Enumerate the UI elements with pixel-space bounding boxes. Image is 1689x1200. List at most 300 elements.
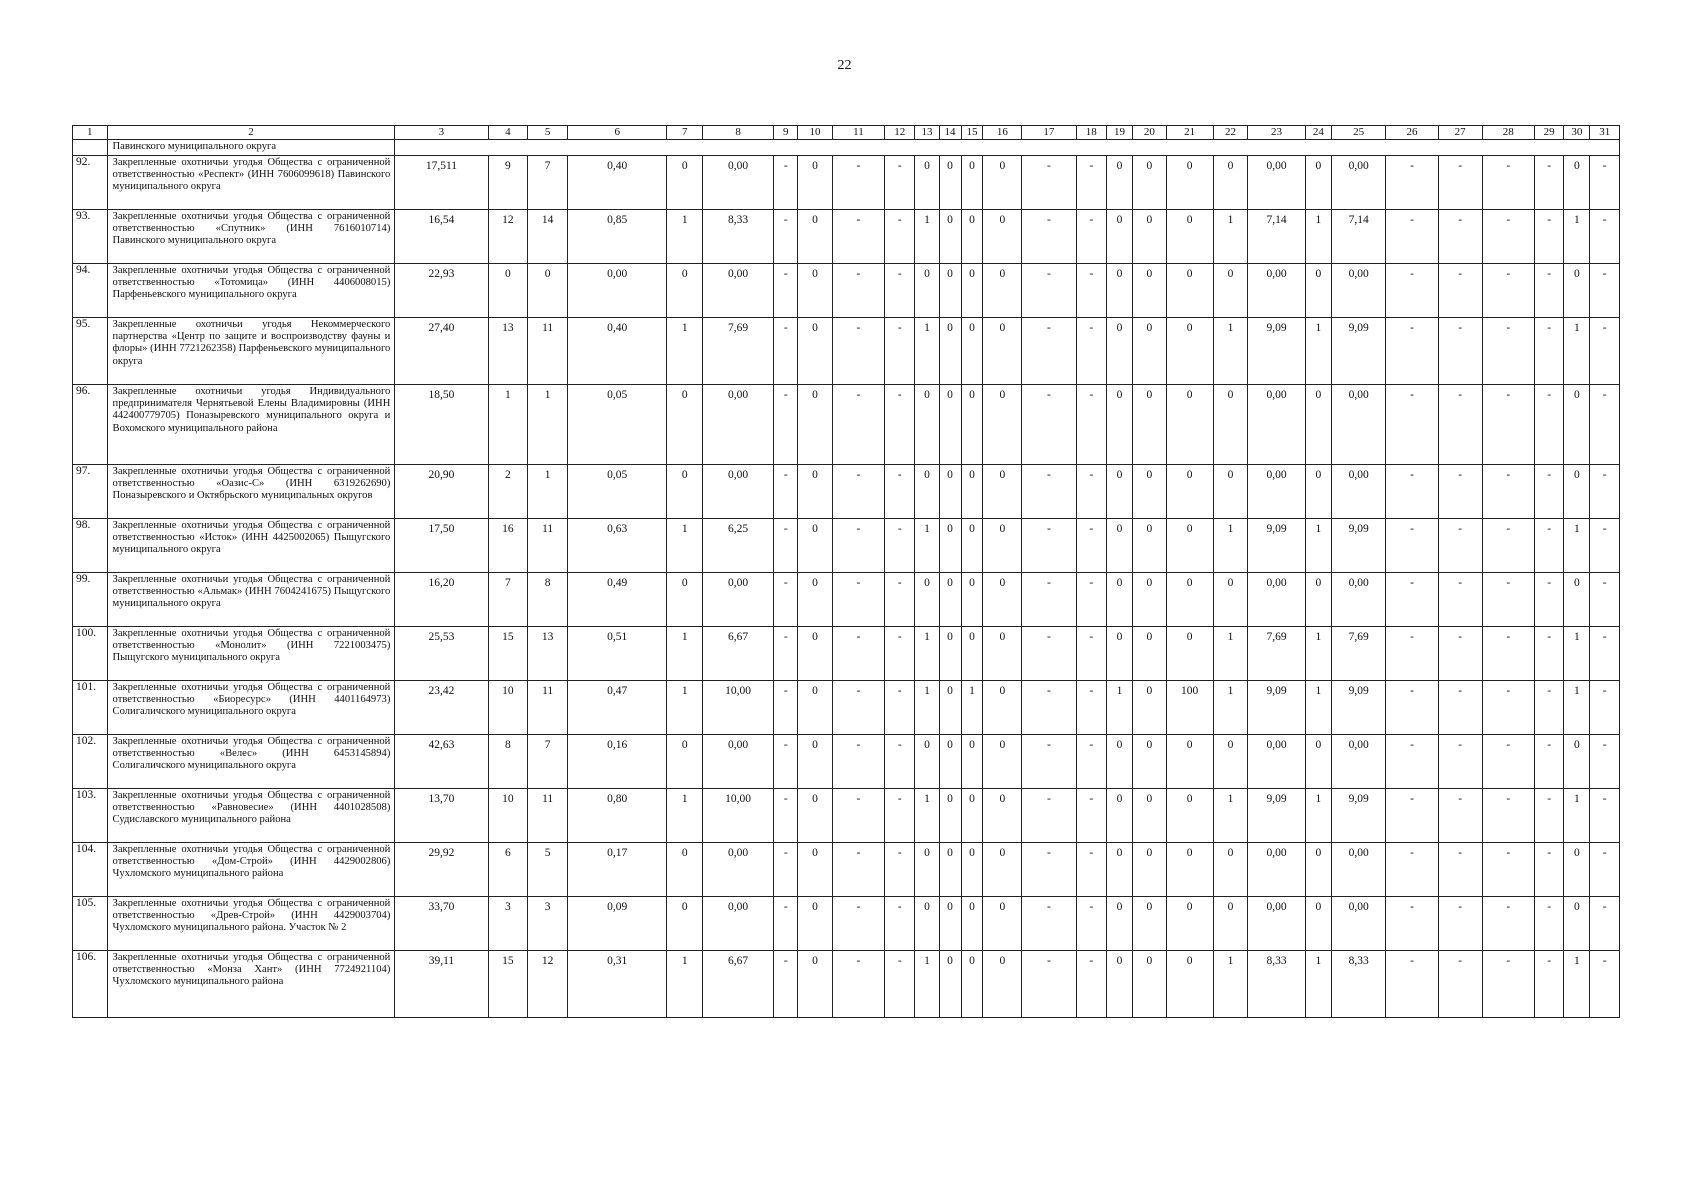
value-cell-col-29: -	[1534, 519, 1563, 573]
value-cell-col-8: 0,00	[703, 735, 774, 789]
column-header-15: 15	[961, 126, 983, 140]
value-cell-col-29: -	[1534, 843, 1563, 897]
value-cell-col-29: -	[1534, 465, 1563, 519]
value-cell-col-25: 9,09	[1331, 519, 1385, 573]
value-cell-col-16: 0	[983, 789, 1022, 843]
table-row	[73, 627, 1620, 681]
value-cell-col-4: 15	[488, 627, 528, 681]
value-cell-col-20: 0	[1133, 264, 1166, 318]
value-cell-col-25: 0,00	[1331, 573, 1385, 627]
value-cell-col-10: 0	[798, 519, 833, 573]
value-cell-col-5: 14	[528, 210, 568, 264]
value-cell-col-9: -	[774, 897, 798, 951]
value-cell-col-15: 0	[961, 573, 983, 627]
value-cell-col-14: 0	[939, 789, 961, 843]
value-cell-col-16: 0	[983, 210, 1022, 264]
value-cell-col-18: -	[1076, 843, 1106, 897]
value-cell-col-17: -	[1022, 519, 1076, 573]
value-cell-col-5: 7	[528, 735, 568, 789]
column-header-9: 9	[774, 126, 798, 140]
value-cell-col-15: 0	[961, 789, 983, 843]
value-cell-col-5: 3	[528, 897, 568, 951]
value-cell-col-27: -	[1438, 789, 1482, 843]
value-cell-col-8: 0,00	[703, 385, 774, 465]
value-cell-col-7: 0	[667, 735, 703, 789]
value-cell-col-10: 0	[798, 681, 833, 735]
column-header-2: 2	[107, 126, 395, 140]
value-cell-col-29: -	[1534, 156, 1563, 210]
value-cell-col-25: 8,33	[1331, 951, 1385, 1018]
value-cell-col-16: 0	[983, 264, 1022, 318]
value-cell-col-7: 0	[667, 843, 703, 897]
value-cell-col-29: -	[1534, 318, 1563, 385]
value-cell-col-16: 0	[983, 627, 1022, 681]
value-cell-col-14: 0	[939, 318, 961, 385]
value-cell-col-26: -	[1386, 573, 1438, 627]
value-cell-col-31: -	[1590, 897, 1620, 951]
value-cell-col-28: -	[1482, 210, 1534, 264]
value-cell-col-9: -	[774, 210, 798, 264]
value-cell-col-5: 7	[528, 156, 568, 210]
value-cell-col-19: 0	[1106, 843, 1132, 897]
value-cell-col-14: 0	[939, 735, 961, 789]
value-cell-col-27: -	[1438, 210, 1482, 264]
value-cell-col-17: -	[1022, 465, 1076, 519]
value-cell-col-5: 11	[528, 318, 568, 385]
value-cell-col-5: 11	[528, 519, 568, 573]
value-cell-col-3: 42,63	[395, 735, 488, 789]
value-cell-col-13: 0	[915, 156, 939, 210]
value-cell-col-10: 0	[798, 264, 833, 318]
value-cell-col-27: -	[1438, 843, 1482, 897]
value-cell-col-22: 0	[1213, 735, 1248, 789]
value-cell-col-15: 0	[961, 318, 983, 385]
value-cell-col-4: 10	[488, 789, 528, 843]
value-cell-col-7: 1	[667, 789, 703, 843]
value-cell-col-10: 0	[798, 735, 833, 789]
value-cell-col-27: -	[1438, 264, 1482, 318]
value-cell-col-4: 8	[488, 735, 528, 789]
value-cell-col-28: -	[1482, 735, 1534, 789]
value-cell-col-23: 0,00	[1248, 156, 1306, 210]
value-cell-col-28: -	[1482, 318, 1534, 385]
table-row	[73, 681, 1620, 735]
value-cell-col-16: 0	[983, 951, 1022, 1018]
value-cell-col-22: 0	[1213, 156, 1248, 210]
value-cell-col-15: 0	[961, 465, 983, 519]
value-cell-col-24: 1	[1305, 789, 1331, 843]
value-cell-col-9: -	[774, 573, 798, 627]
table-row	[73, 318, 1620, 385]
value-cell-col-13: 0	[915, 735, 939, 789]
value-cell-col-17: -	[1022, 573, 1076, 627]
value-cell-col-22: 1	[1213, 681, 1248, 735]
hunting-ground-name: Закрепленные охотничьи угодья Общества с ограниченной ответственностью «Тотомица» (ИНН 4406008015) Парфеньевского муниципального округа	[107, 264, 395, 318]
value-cell-col-14: 0	[939, 627, 961, 681]
value-cell-col-8: 6,25	[703, 519, 774, 573]
value-cell-col-22: 1	[1213, 519, 1248, 573]
value-cell-col-3: 25,53	[395, 627, 488, 681]
value-cell-col-25: 0,00	[1331, 385, 1385, 465]
value-cell-col-7: 1	[667, 951, 703, 1018]
column-header-20: 20	[1133, 126, 1166, 140]
column-header-28: 28	[1482, 126, 1534, 140]
report-table	[72, 125, 1620, 1018]
value-cell-col-18: -	[1076, 789, 1106, 843]
value-cell-col-21: 0	[1166, 735, 1213, 789]
value-cell-col-3: 16,54	[395, 210, 488, 264]
value-cell-col-18: -	[1076, 627, 1106, 681]
value-cell-col-3: 29,92	[395, 843, 488, 897]
value-cell-col-15: 0	[961, 264, 983, 318]
value-cell-col-24: 0	[1305, 735, 1331, 789]
value-cell-col-28: -	[1482, 156, 1534, 210]
value-cell-col-22: 1	[1213, 318, 1248, 385]
value-cell-col-14: 0	[939, 681, 961, 735]
value-cell-col-27: -	[1438, 318, 1482, 385]
value-cell-col-25: 9,09	[1331, 789, 1385, 843]
value-cell-col-14: 0	[939, 385, 961, 465]
value-cell-col-15: 0	[961, 156, 983, 210]
value-cell-col-6: 0,49	[568, 573, 667, 627]
value-cell-col-6: 0,40	[568, 318, 667, 385]
value-cell-col-16: 0	[983, 843, 1022, 897]
value-cell-col-26: -	[1386, 210, 1438, 264]
value-cell-col-8: 0,00	[703, 465, 774, 519]
value-cell-col-19: 0	[1106, 951, 1132, 1018]
value-cell-col-20: 0	[1133, 735, 1166, 789]
value-cell-col-13: 0	[915, 573, 939, 627]
column-header-6: 6	[568, 126, 667, 140]
value-cell-col-18: -	[1076, 681, 1106, 735]
value-cell-col-18: -	[1076, 210, 1106, 264]
value-cell-col-29: -	[1534, 789, 1563, 843]
value-cell-col-9: -	[774, 789, 798, 843]
value-cell-col-30: 1	[1564, 951, 1590, 1018]
value-cell-col-10: 0	[798, 465, 833, 519]
value-cell-col-27: -	[1438, 519, 1482, 573]
value-cell-col-6: 0,05	[568, 385, 667, 465]
continuation-label: Павинского муниципального округа	[107, 140, 395, 156]
value-cell-col-12: -	[885, 465, 915, 519]
value-cell-col-29: -	[1534, 385, 1563, 465]
value-cell-col-3: 23,42	[395, 681, 488, 735]
value-cell-col-30: 1	[1564, 789, 1590, 843]
value-cell-col-24: 0	[1305, 573, 1331, 627]
value-cell-col-4: 16	[488, 519, 528, 573]
value-cell-col-12: -	[885, 897, 915, 951]
value-cell-col-6: 0,17	[568, 843, 667, 897]
value-cell-col-7: 0	[667, 264, 703, 318]
value-cell-col-6: 0,80	[568, 789, 667, 843]
value-cell-col-16: 0	[983, 318, 1022, 385]
value-cell-col-28: -	[1482, 789, 1534, 843]
value-cell-col-14: 0	[939, 156, 961, 210]
column-number-row	[73, 126, 1620, 140]
value-cell-col-4: 3	[488, 897, 528, 951]
value-cell-col-26: -	[1386, 156, 1438, 210]
value-cell-col-14: 0	[939, 951, 961, 1018]
value-cell-col-6: 0,05	[568, 465, 667, 519]
value-cell-col-17: -	[1022, 789, 1076, 843]
value-cell-col-16: 0	[983, 465, 1022, 519]
value-cell-col-30: 1	[1564, 210, 1590, 264]
column-header-13: 13	[915, 126, 939, 140]
value-cell-col-13: 1	[915, 951, 939, 1018]
value-cell-col-6: 0,63	[568, 519, 667, 573]
value-cell-col-6: 0,00	[568, 264, 667, 318]
value-cell-col-5: 11	[528, 789, 568, 843]
value-cell-col-18: -	[1076, 385, 1106, 465]
hunting-ground-name: Закрепленные охотничьи угодья Общества с ограниченной ответственностью «Исток» (ИНН 4425002065) Пыщугского муниципального округа	[107, 519, 395, 573]
value-cell-col-24: 1	[1305, 627, 1331, 681]
value-cell-col-26: -	[1386, 897, 1438, 951]
value-cell-col-9: -	[774, 318, 798, 385]
row-number: 103.	[73, 789, 108, 843]
value-cell-col-30: 0	[1564, 385, 1590, 465]
value-cell-col-26: -	[1386, 789, 1438, 843]
value-cell-col-13: 1	[915, 627, 939, 681]
value-cell-col-19: 0	[1106, 210, 1132, 264]
value-cell-col-15: 0	[961, 951, 983, 1018]
value-cell-col-9: -	[774, 519, 798, 573]
value-cell-col-9: -	[774, 156, 798, 210]
value-cell-col-26: -	[1386, 735, 1438, 789]
table-row	[73, 264, 1620, 318]
value-cell-col-21: 0	[1166, 897, 1213, 951]
value-cell-col-30: 0	[1564, 465, 1590, 519]
column-header-14: 14	[939, 126, 961, 140]
hunting-ground-name: Закрепленные охотничьи угодья Общества с ограниченной ответственностью «Биоресурс» (ИНН 4401164973) Солигаличского муниципального округа	[107, 681, 395, 735]
value-cell-col-31: -	[1590, 385, 1620, 465]
column-header-27: 27	[1438, 126, 1482, 140]
value-cell-col-17: -	[1022, 318, 1076, 385]
value-cell-col-20: 0	[1133, 210, 1166, 264]
value-cell-col-16: 0	[983, 681, 1022, 735]
value-cell-col-8: 6,67	[703, 951, 774, 1018]
value-cell-col-21: 100	[1166, 681, 1213, 735]
value-cell-col-28: -	[1482, 897, 1534, 951]
value-cell-col-10: 0	[798, 573, 833, 627]
value-cell-col-17: -	[1022, 264, 1076, 318]
value-cell-col-7: 0	[667, 465, 703, 519]
value-cell-col-10: 0	[798, 627, 833, 681]
value-cell-col-6: 0,40	[568, 156, 667, 210]
value-cell-col-20: 0	[1133, 573, 1166, 627]
value-cell-col-17: -	[1022, 735, 1076, 789]
value-cell-col-4: 1	[488, 385, 528, 465]
value-cell-col-25: 0,00	[1331, 264, 1385, 318]
value-cell-col-23: 0,00	[1248, 465, 1306, 519]
value-cell-col-12: -	[885, 318, 915, 385]
value-cell-col-23: 7,69	[1248, 627, 1306, 681]
value-cell-col-28: -	[1482, 519, 1534, 573]
table-row	[73, 843, 1620, 897]
value-cell-col-25: 7,14	[1331, 210, 1385, 264]
value-cell-col-26: -	[1386, 465, 1438, 519]
value-cell-col-22: 0	[1213, 573, 1248, 627]
value-cell-col-9: -	[774, 951, 798, 1018]
value-cell-col-19: 0	[1106, 156, 1132, 210]
value-cell-col-13: 0	[915, 385, 939, 465]
value-cell-col-14: 0	[939, 264, 961, 318]
value-cell-col-11: -	[832, 951, 884, 1018]
value-cell-col-25: 0,00	[1331, 843, 1385, 897]
value-cell-col-21: 0	[1166, 951, 1213, 1018]
value-cell-col-25: 7,69	[1331, 627, 1385, 681]
value-cell-col-24: 0	[1305, 897, 1331, 951]
value-cell-col-13: 1	[915, 681, 939, 735]
value-cell-col-11: -	[832, 519, 884, 573]
value-cell-col-24: 1	[1305, 951, 1331, 1018]
value-cell-col-5: 13	[528, 627, 568, 681]
value-cell-col-15: 0	[961, 843, 983, 897]
value-cell-col-25: 0,00	[1331, 465, 1385, 519]
value-cell-col-3: 27,40	[395, 318, 488, 385]
value-cell-col-8: 6,67	[703, 627, 774, 681]
value-cell-col-24: 0	[1305, 264, 1331, 318]
row-number: 97.	[73, 465, 108, 519]
value-cell-col-27: -	[1438, 385, 1482, 465]
value-cell-col-30: 1	[1564, 627, 1590, 681]
continuation-row	[73, 140, 1620, 156]
value-cell-col-26: -	[1386, 627, 1438, 681]
table-row	[73, 789, 1620, 843]
value-cell-col-9: -	[774, 465, 798, 519]
value-cell-col-5: 11	[528, 681, 568, 735]
value-cell-col-14: 0	[939, 210, 961, 264]
table-row	[73, 519, 1620, 573]
value-cell-col-11: -	[832, 627, 884, 681]
row-number: 95.	[73, 318, 108, 385]
value-cell-col-31: -	[1590, 156, 1620, 210]
report-table-container	[72, 125, 1620, 1018]
value-cell-col-11: -	[832, 681, 884, 735]
value-cell-col-3: 17,511	[395, 156, 488, 210]
value-cell-col-29: -	[1534, 573, 1563, 627]
value-cell-col-27: -	[1438, 465, 1482, 519]
value-cell-col-24: 1	[1305, 318, 1331, 385]
value-cell-col-12: -	[885, 681, 915, 735]
column-header-11: 11	[832, 126, 884, 140]
value-cell-col-11: -	[832, 385, 884, 465]
value-cell-col-3: 33,70	[395, 897, 488, 951]
value-cell-col-28: -	[1482, 573, 1534, 627]
value-cell-col-11: -	[832, 897, 884, 951]
value-cell-col-14: 0	[939, 519, 961, 573]
value-cell-col-20: 0	[1133, 318, 1166, 385]
value-cell-col-19: 0	[1106, 519, 1132, 573]
value-cell-col-28: -	[1482, 681, 1534, 735]
value-cell-col-18: -	[1076, 156, 1106, 210]
value-cell-col-14: 0	[939, 465, 961, 519]
column-header-7: 7	[667, 126, 703, 140]
table-row	[73, 465, 1620, 519]
hunting-ground-name: Закрепленные охотничьи угодья Общества с ограниченной ответственностью «Альмак» (ИНН 7604241675) Пыщугского муниципального округа	[107, 573, 395, 627]
hunting-ground-name: Закрепленные охотничьи угодья Некоммерческого партнерства «Центр по защите и воспроизводству фауны и флоры» (ИНН 7721262358) Парфеньевского муниципального округа	[107, 318, 395, 385]
value-cell-col-6: 0,85	[568, 210, 667, 264]
value-cell-col-8: 10,00	[703, 681, 774, 735]
row-number: 101.	[73, 681, 108, 735]
value-cell-col-12: -	[885, 735, 915, 789]
value-cell-col-23: 0,00	[1248, 843, 1306, 897]
value-cell-col-11: -	[832, 318, 884, 385]
value-cell-col-25: 9,09	[1331, 318, 1385, 385]
value-cell-col-30: 1	[1564, 519, 1590, 573]
value-cell-col-28: -	[1482, 951, 1534, 1018]
row-number: 92.	[73, 156, 108, 210]
value-cell-col-30: 0	[1564, 573, 1590, 627]
value-cell-col-27: -	[1438, 897, 1482, 951]
value-cell-col-5: 5	[528, 843, 568, 897]
value-cell-col-23: 8,33	[1248, 951, 1306, 1018]
value-cell-col-31: -	[1590, 519, 1620, 573]
value-cell-col-6: 0,09	[568, 897, 667, 951]
value-cell-col-13: 1	[915, 318, 939, 385]
value-cell-col-18: -	[1076, 519, 1106, 573]
value-cell-col-22: 0	[1213, 385, 1248, 465]
value-cell-col-9: -	[774, 735, 798, 789]
value-cell-col-21: 0	[1166, 156, 1213, 210]
value-cell-col-8: 8,33	[703, 210, 774, 264]
value-cell-col-6: 0,47	[568, 681, 667, 735]
value-cell-col-17: -	[1022, 627, 1076, 681]
value-cell-col-8: 0,00	[703, 573, 774, 627]
value-cell-col-31: -	[1590, 735, 1620, 789]
value-cell-col-12: -	[885, 519, 915, 573]
value-cell-col-4: 15	[488, 951, 528, 1018]
value-cell-col-16: 0	[983, 385, 1022, 465]
value-cell-col-10: 0	[798, 789, 833, 843]
row-number: 105.	[73, 897, 108, 951]
table-row	[73, 951, 1620, 1018]
value-cell-col-22: 1	[1213, 210, 1248, 264]
value-cell-col-15: 0	[961, 735, 983, 789]
value-cell-col-17: -	[1022, 843, 1076, 897]
value-cell-col-4: 6	[488, 843, 528, 897]
value-cell-col-31: -	[1590, 843, 1620, 897]
page-number: 22	[837, 58, 852, 73]
value-cell-col-4: 2	[488, 465, 528, 519]
value-cell-col-20: 0	[1133, 789, 1166, 843]
value-cell-col-28: -	[1482, 385, 1534, 465]
value-cell-col-7: 0	[667, 897, 703, 951]
value-cell-col-27: -	[1438, 573, 1482, 627]
value-cell-col-7: 1	[667, 519, 703, 573]
value-cell-col-9: -	[774, 681, 798, 735]
value-cell-col-26: -	[1386, 318, 1438, 385]
value-cell-col-19: 0	[1106, 465, 1132, 519]
value-cell-col-9: -	[774, 264, 798, 318]
value-cell-col-21: 0	[1166, 318, 1213, 385]
value-cell-col-20: 0	[1133, 627, 1166, 681]
value-cell-col-12: -	[885, 156, 915, 210]
column-header-5: 5	[528, 126, 568, 140]
value-cell-col-25: 9,09	[1331, 681, 1385, 735]
value-cell-col-14: 0	[939, 897, 961, 951]
value-cell-col-18: -	[1076, 465, 1106, 519]
column-header-21: 21	[1166, 126, 1213, 140]
table-row	[73, 573, 1620, 627]
value-cell-col-23: 9,09	[1248, 681, 1306, 735]
value-cell-col-8: 0,00	[703, 843, 774, 897]
value-cell-col-29: -	[1534, 210, 1563, 264]
value-cell-col-21: 0	[1166, 519, 1213, 573]
value-cell-col-10: 0	[798, 318, 833, 385]
value-cell-col-4: 10	[488, 681, 528, 735]
value-cell-col-11: -	[832, 573, 884, 627]
column-header-10: 10	[798, 126, 833, 140]
